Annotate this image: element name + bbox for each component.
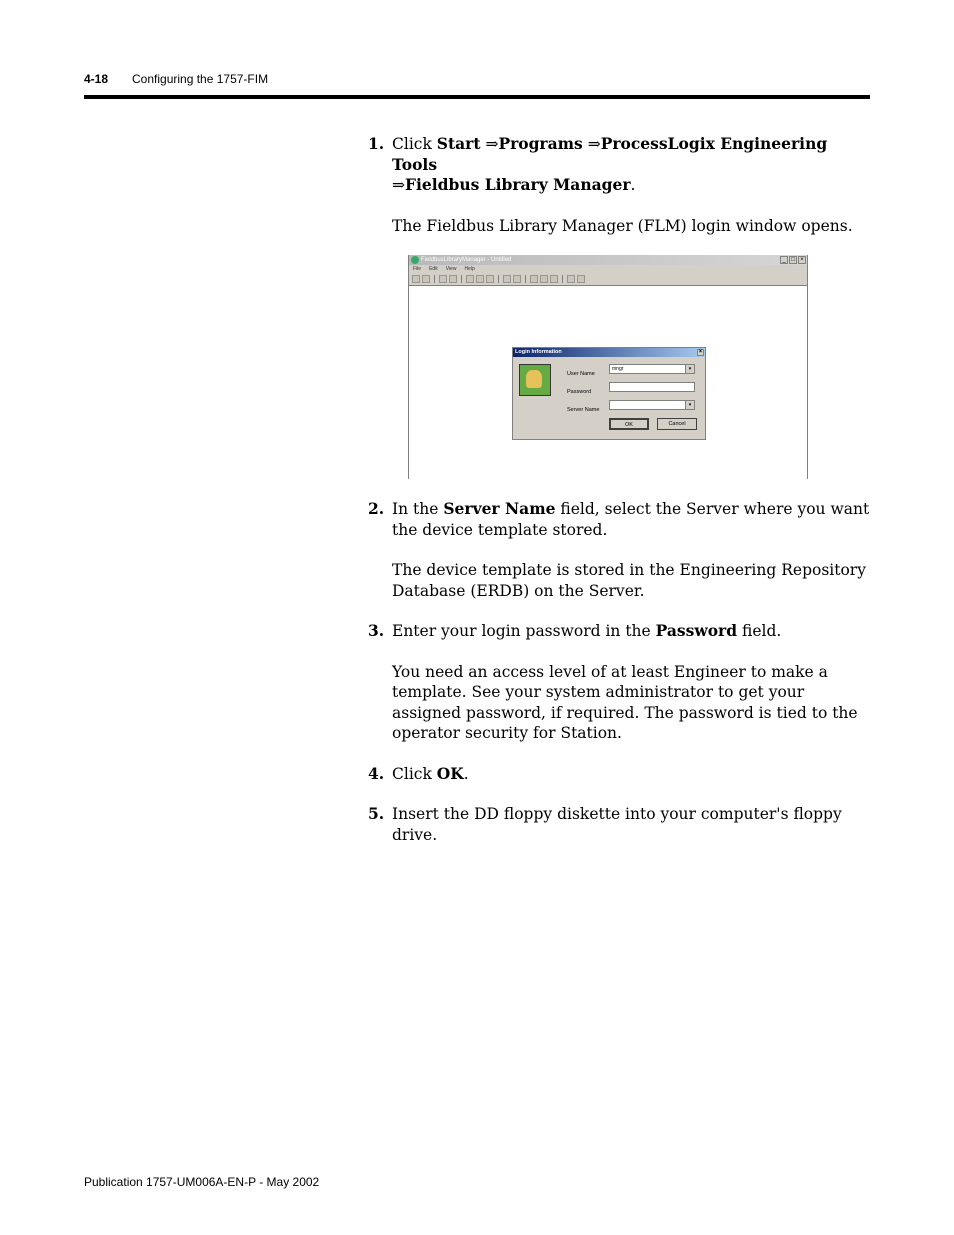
server-name-label: Server Name [567, 407, 600, 413]
tool-icon[interactable] [449, 275, 457, 283]
step-text: Click [392, 764, 437, 783]
step-2-note: The device template is stored in the Engineering Repository Database (ERDB) on the Server. [392, 561, 866, 600]
menu-file[interactable]: File [413, 266, 422, 272]
step-1 [368, 134, 873, 196]
user-name-select[interactable] [609, 364, 695, 374]
step-text: In the [392, 500, 444, 518]
dialog-title [513, 348, 705, 357]
header-rule [84, 95, 870, 99]
window-icon[interactable] [503, 275, 511, 283]
menu-edit[interactable]: Edit [429, 266, 438, 272]
list-icon[interactable] [540, 275, 548, 283]
step-text: field, select the Server where you want the device template stored. [392, 500, 870, 539]
period: . [630, 176, 636, 194]
menu-help[interactable]: Help [464, 266, 475, 272]
button-ok-ref: OK [436, 763, 464, 783]
step-number: 1. [368, 134, 385, 153]
maximize-icon[interactable]: □ [789, 256, 797, 264]
arrow: ⇒ [582, 135, 601, 153]
app-icon [411, 256, 419, 264]
step-4 [368, 764, 873, 785]
edit-window-icon[interactable] [513, 275, 521, 283]
page-footer: Publication 1757-UM006A-EN-P - May 2002 [84, 1175, 320, 1189]
help-pointer-icon[interactable] [567, 275, 575, 283]
close-icon[interactable]: × [798, 256, 806, 264]
menu-fieldbus-library-manager: Fieldbus Library Manager [405, 175, 631, 194]
minimize-icon[interactable]: _ [780, 256, 788, 264]
menu-bar [409, 265, 807, 273]
toolbar-separator [498, 275, 499, 283]
step-1-note: The Fieldbus Library Manager (FLM) login window opens. [392, 216, 853, 235]
main-content [368, 134, 873, 845]
period: . [463, 764, 469, 783]
field-server-name: Server Name [443, 499, 556, 518]
login-icon [519, 364, 551, 396]
toolbar-separator [434, 275, 435, 283]
arrow: ⇒ [392, 176, 405, 194]
password-label: Password [567, 389, 592, 395]
page-number: 4-18 [84, 72, 109, 86]
login-dialog [512, 347, 706, 440]
toolbar-separator [461, 275, 462, 283]
menu-start: Start [436, 134, 481, 153]
menu-programs: Programs [498, 134, 583, 153]
user-name-value: mngr [612, 366, 624, 372]
step-3 [368, 621, 873, 642]
user-name-label: User Name [567, 371, 595, 377]
step-text: Enter your login password in the [392, 622, 656, 640]
page-header [84, 72, 269, 86]
step-text: Click [392, 135, 437, 153]
step-text: field. [737, 622, 782, 640]
toolbar-separator [525, 275, 526, 283]
chevron-down-icon[interactable]: ▾ [685, 365, 694, 373]
copy-icon[interactable] [476, 275, 484, 283]
save-icon[interactable] [422, 275, 430, 283]
arrow: ⇒ [480, 135, 499, 153]
window-title: FieldbusLibraryManager - Untitled [421, 257, 512, 263]
menu-view[interactable]: View [445, 266, 457, 272]
grid-icon[interactable] [550, 275, 558, 283]
flm-screenshot [368, 255, 873, 479]
tool-icon[interactable] [439, 275, 447, 283]
new-icon[interactable] [530, 275, 538, 283]
step-2 [368, 499, 873, 540]
help-icon[interactable] [577, 275, 585, 283]
ok-button[interactable]: OK [609, 418, 649, 430]
step-number: 2. [368, 499, 385, 518]
step-text: Insert the DD floppy diskette into your computer's floppy drive. [392, 805, 842, 844]
cancel-button[interactable]: Cancel [657, 418, 697, 430]
dialog-title-text: Login Information [515, 349, 562, 355]
menu-processlogix-tools: ProcessLogix Engineering Tools [392, 134, 828, 174]
chevron-down-icon[interactable]: ▾ [685, 401, 694, 409]
password-input[interactable] [609, 382, 695, 392]
step-3-note: You need an access level of at least Engineer to make a template. See your system administrator to get your assigned password, if required. The password is tied to the operator security for Station. [392, 662, 858, 742]
open-icon[interactable] [412, 275, 420, 283]
paste-icon[interactable] [486, 275, 494, 283]
step-number: 4. [368, 763, 385, 783]
field-password: Password [655, 621, 738, 640]
flm-window [408, 255, 808, 479]
server-name-select[interactable] [609, 400, 695, 410]
step-5 [368, 804, 873, 845]
chapter-title: Configuring the 1757-FIM [132, 72, 269, 86]
window-titlebar [409, 255, 807, 265]
cut-icon[interactable] [466, 275, 474, 283]
toolbar-separator [562, 275, 563, 283]
step-number: 5. [368, 804, 385, 823]
step-number: 3. [368, 621, 385, 640]
toolbar [409, 273, 807, 286]
dialog-close-icon[interactable]: × [698, 349, 703, 355]
